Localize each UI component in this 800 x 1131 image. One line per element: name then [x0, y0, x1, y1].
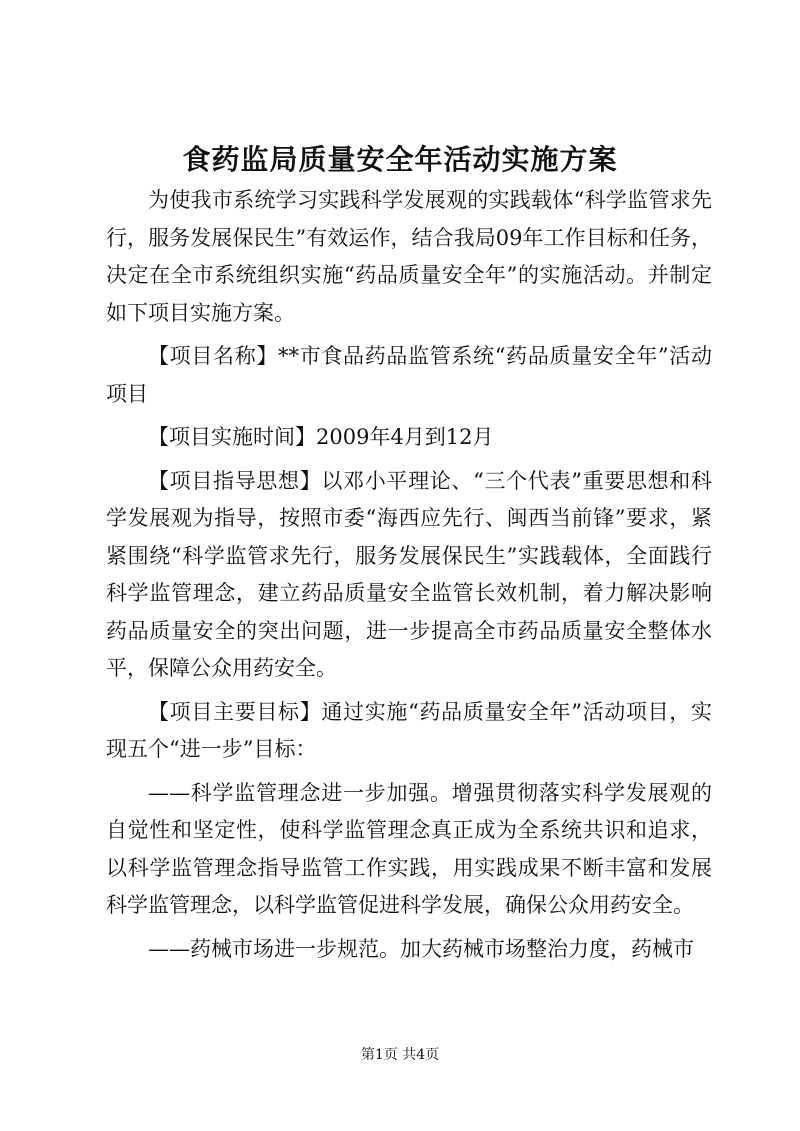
document-title: 食药监局质量安全年活动实施方案 [182, 143, 618, 176]
guiding-thought-paragraph: 【项目指导思想】以邓小平理论、“三个代表”重要思想和科学发展观为指导，按照市委“海西应先行、闽西当前锋”要求，紧紧围绕“科学监管求先行，服务发展保民生”实践载体，全面践行科学监管理念，建立药品质量安全监管长效机制，着力解决影响药品质量安全的突出问题，进一步提高全市药品质量安全整体水平，保障公众用药安全。 [106, 468, 712, 680]
document-body [106, 182, 712, 968]
goal-item-paragraph: ——药械市场进一步规范。加大药械市场整治力度，药械市 [148, 936, 694, 961]
page-footer: 第1页 共4页 [360, 1047, 440, 1063]
project-time-paragraph: 【项目实施时间】2009年4月到12月 [148, 425, 494, 449]
project-name-paragraph: 【项目名称】**市食品药品监管系统“药品质量安全年”活动项目 [106, 344, 712, 406]
main-goals-paragraph: 【项目主要目标】通过实施“药品质量安全年”活动项目，实现五个“进一步”目标： [106, 699, 712, 761]
intro-paragraph: 为使我市系统学习实践科学发展观的实践载体“科学监管求先行，服务发展保民生”有效运作，结合我局09年工作目标和任务，决定在全市系统组织实施“药品质量安全年”的实施活动。并制定如下项目实施方案。 [106, 188, 712, 325]
goal-item-paragraph: ——科学监管理念进一步加强。增强贯彻落实科学发展观的自觉性和坚定性，使科学监管理念真正成为全系统共识和追求，以科学监管理念指导监管工作实践，用实践成果不断丰富和发展科学监管理念，以科学监管促进科学发展，确保公众用药安全。 [106, 780, 712, 917]
